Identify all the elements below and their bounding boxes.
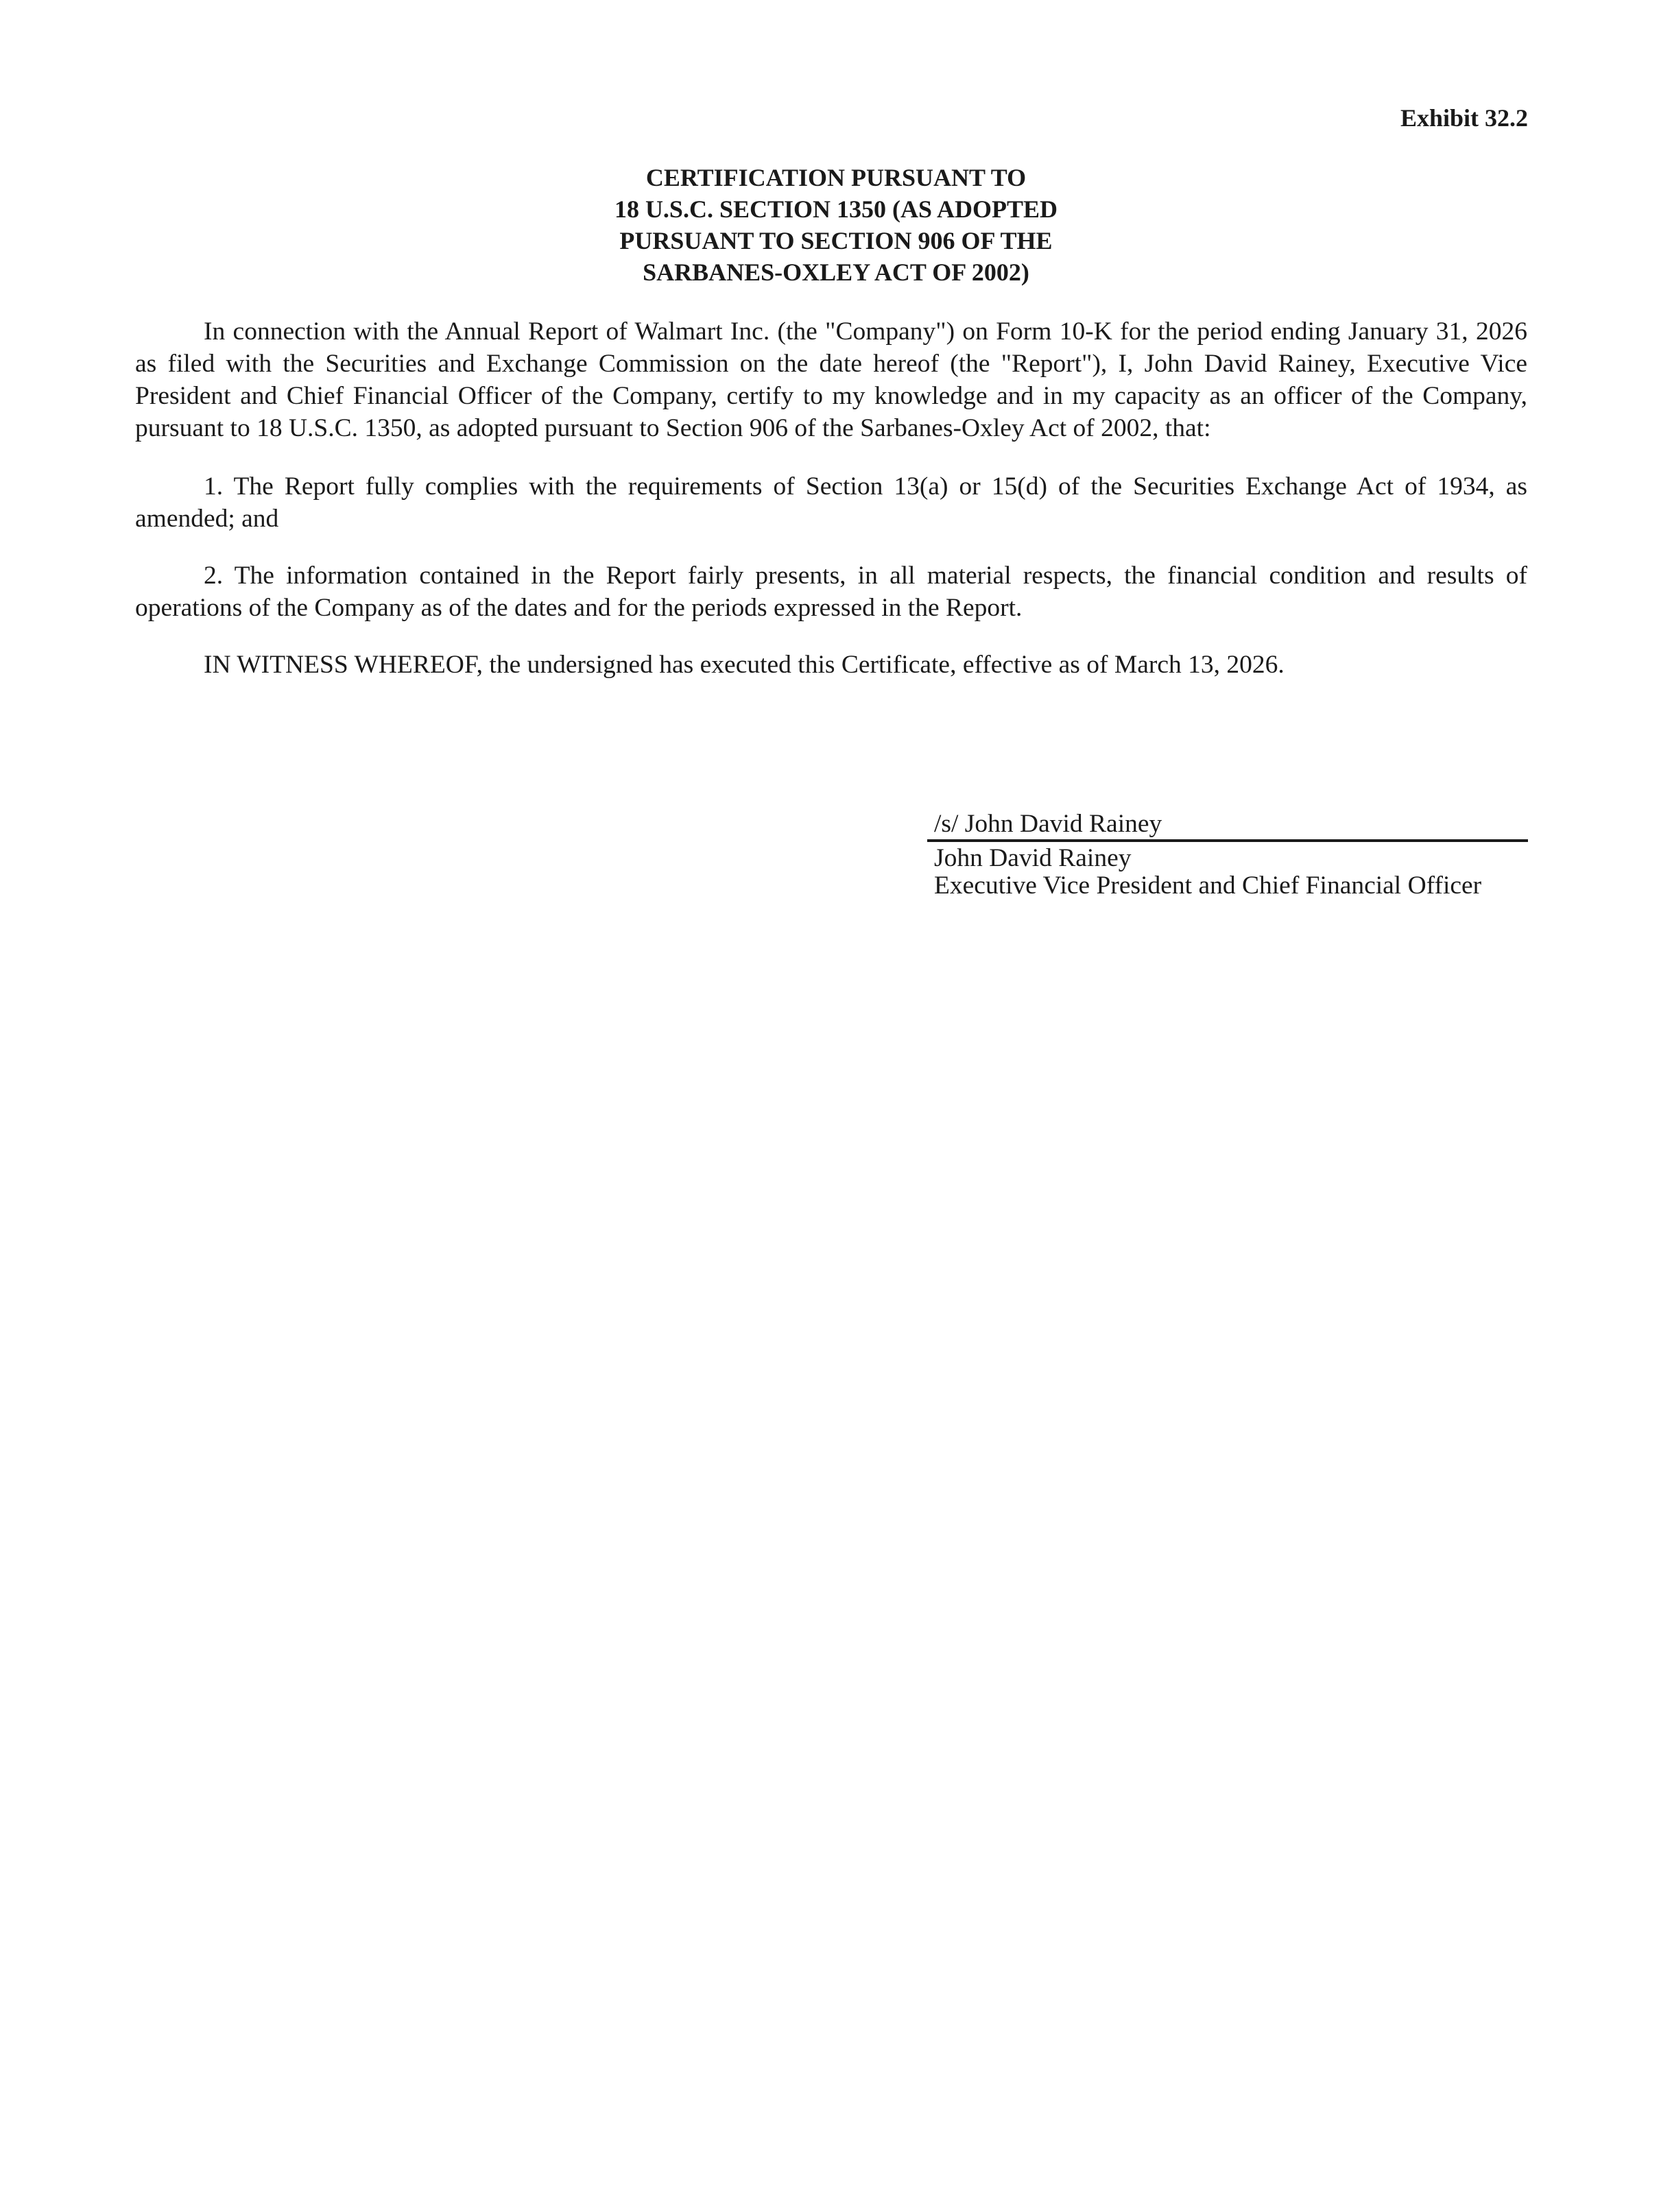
- signature-line: /s/ John David Rainey: [927, 810, 1528, 842]
- signer-name: John David Rainey: [934, 844, 1132, 872]
- title-line: SARBANES-OXLEY ACT OF 2002): [643, 259, 1029, 286]
- title-line: 18 U.S.C. SECTION 1350 (AS ADOPTED: [614, 195, 1058, 223]
- signature-block: [927, 810, 1528, 900]
- exhibit-label: Exhibit 32.2: [1400, 104, 1528, 132]
- signer-title: Executive Vice President and Chief Financial Officer: [934, 871, 1482, 900]
- compliance-paragraph: 1. The Report fully complies with the requirements of Section 13(a) or 15(d) of the Securities Exchange Act of 1934, as amended; and: [135, 472, 1527, 533]
- fair-presentation-paragraph: 2. The information contained in the Report fairly presents, in all material respects, the financial condition and results of operations of the Company as of the dates and for the periods expressed in the Report.: [135, 562, 1527, 622]
- witness-paragraph: IN WITNESS WHEREOF, the undersigned has executed this Certificate, effective as of March 13, 2026.: [204, 651, 1285, 679]
- title-line: CERTIFICATION PURSUANT TO: [645, 164, 1027, 191]
- intro-paragraph: In connection with the Annual Report of Walmart Inc. (the "Company") on Form 10-K for the period ending January 31, 2026 as filed with the Securities and Exchange Commission on the date hereof (the "Report"), I, John David Rainey, Executive Vice President and Chief Financial Officer of the Company, certify to my knowledge and in my capacity as an officer of the Company, pursuant to 18 U.S.C. 1350, as adopted pursuant to Section 906 of the Sarbanes-Oxley Act of 2002, that:: [135, 317, 1527, 442]
- document-title: [0, 162, 1672, 288]
- title-line: PURSUANT TO SECTION 906 OF THE: [619, 227, 1053, 254]
